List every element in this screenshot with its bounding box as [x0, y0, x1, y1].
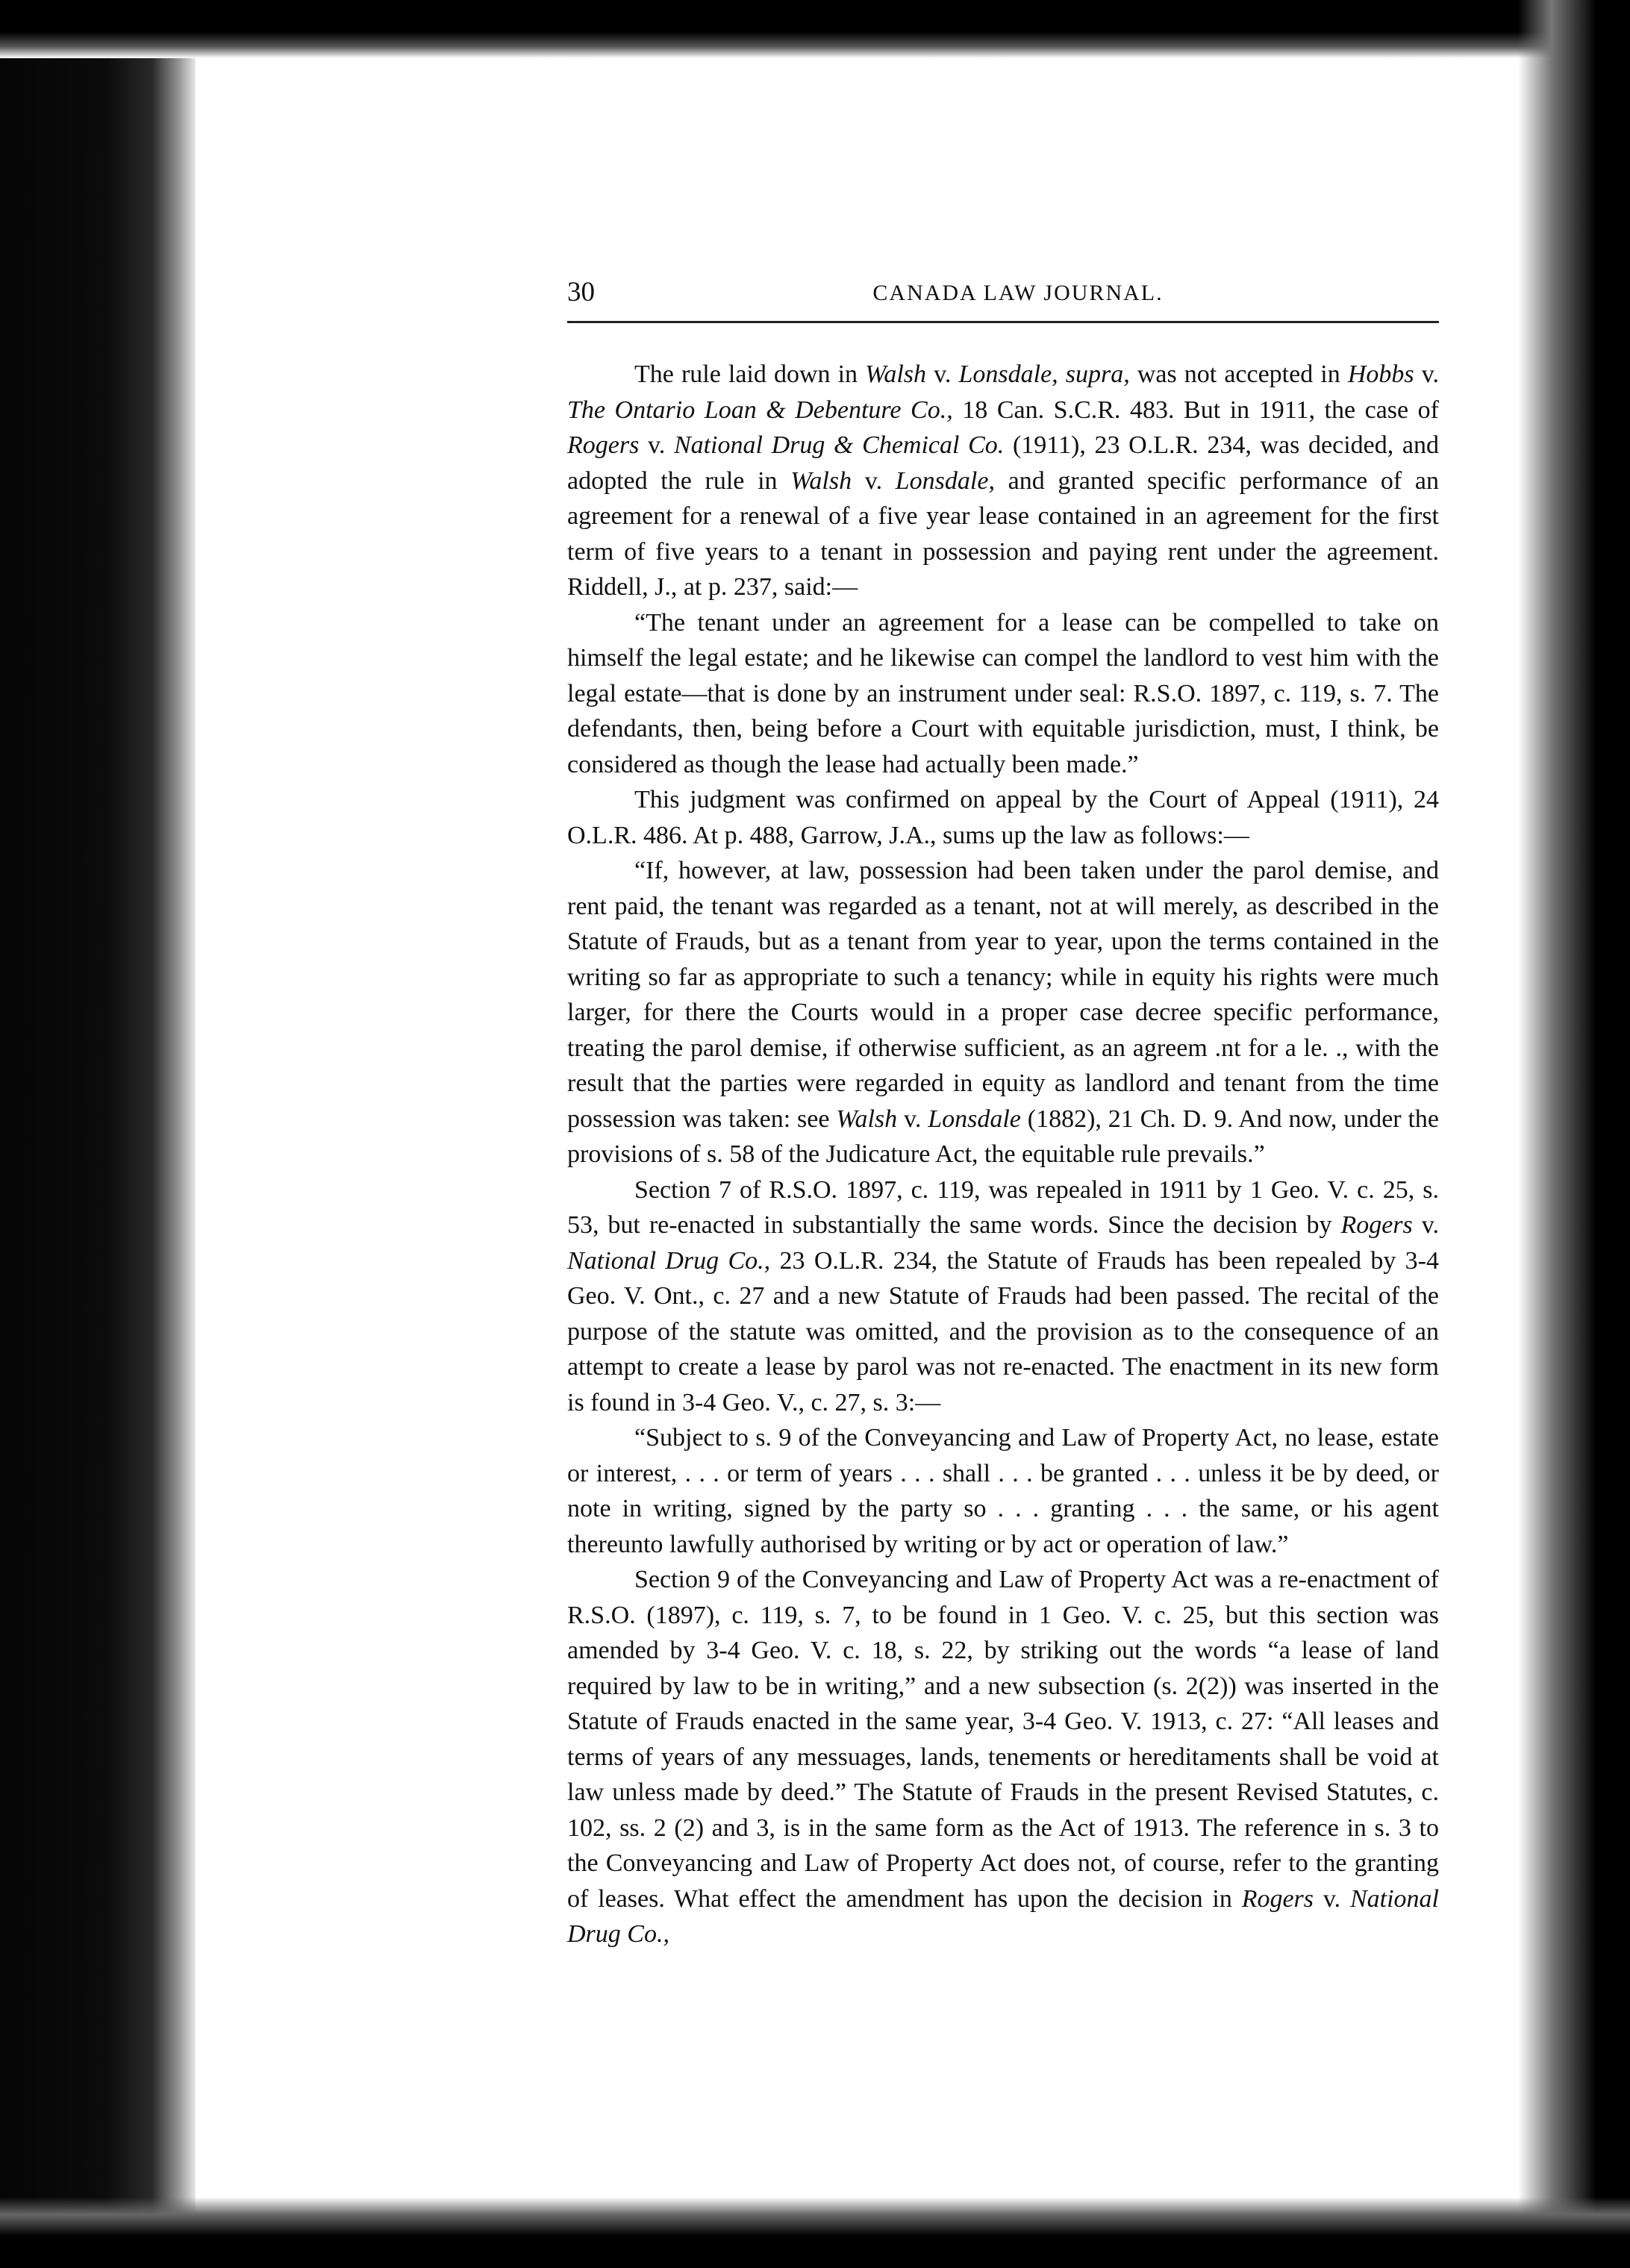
scan-edge-right — [1518, 0, 1630, 2268]
text-run: Section 7 of R.S.O. 1897, c. 119, was repealed in 1911 by 1 Geo. V. c. 25, s. 53, but re-enacted in substantially the same words. Since the decision by — [567, 1175, 1439, 1239]
scan-edge-bottom — [0, 2197, 1630, 2268]
text-run: v. — [1414, 360, 1440, 388]
paragraph — [567, 1172, 1439, 1421]
text-run: “Subject to s. 9 of the Conveyancing and Law of Property Act, no lease, estate or interest, . . . or term of years . . . shall . . . be granted . . . unless it be by deed, or note in writing, signed by the party so . . . granting . . . the same, or his agent thereunto lawfully authorised by writing or by act or operation of law.” — [567, 1424, 1439, 1558]
body-text — [567, 357, 1439, 1952]
case-name: Walsh — [790, 466, 852, 495]
paragraph — [567, 605, 1439, 783]
text-run: v. — [926, 360, 959, 388]
journal-title: CANADA LAW JOURNAL. — [872, 281, 1164, 305]
case-name: Hobbs — [1347, 360, 1414, 388]
case-name: Lonsdale — [928, 1105, 1021, 1133]
case-name: National Drug & Chemical Co. — [673, 431, 1005, 459]
text-run: The rule laid down in — [634, 360, 866, 388]
paragraph — [567, 1420, 1439, 1562]
text-run: v. — [1412, 1211, 1439, 1239]
text-run: (1911), 23 O.L.R. 234, was decided, and adopted the rule in — [567, 431, 1439, 495]
text-run: and granted specific performance of an agreement for a renewal of a five year lease contained in an agreement for the first term of five years to a tenant in possession and paying rent under the agreement. Riddell, J., at p. 237, said:— — [567, 466, 1439, 601]
text-run: v. — [1314, 1884, 1350, 1913]
running-head — [567, 276, 1439, 323]
case-name: Walsh — [865, 360, 927, 388]
text-run: v. — [852, 466, 896, 495]
text-run: 18 Can. S.C.R. 483. But in 1911, the case of — [952, 396, 1439, 424]
text-run: This judgment was confirmed on appeal by the Court of Appeal (1911), 24 O.L.R. 486. At p. 488, Garrow, J.A., sums up the law as follows:— — [567, 786, 1439, 849]
scan-edge-left — [0, 0, 196, 2268]
case-name: National Drug Co., — [567, 1246, 771, 1275]
text-run: v. — [897, 1105, 928, 1133]
text-run: “If, however, at law, possession had been taken under the parol demise, and rent paid, the tenant was regarded as a tenant, not at will merely, as described in the Statute of Frauds, but as a tenant from year to year, upon the terms contained in the writing so far as appropriate to such a tenancy; while in equity his rights were much larger, for there the Courts would in a proper case decree specific performance, treating the parol demise, if otherwise sufficient, as an agreem .nt for a le. ., with the result that the parties were regarded in equity as landlord and tenant from the time possession was taken: see — [567, 857, 1439, 1133]
text-run: (1882), 21 Ch. D. 9. And now, under the provisions of s. 58 of the Judicature Act, the equitable rule prevails.” — [567, 1105, 1440, 1168]
case-name: Rogers — [1241, 1884, 1314, 1913]
scan-edge-top — [0, 0, 1630, 58]
text-run: was not accepted in — [1129, 360, 1348, 388]
page-number: 30 — [567, 277, 595, 307]
text-run: Section 9 of the Conveyancing and Law of Property Act was a re-enactment of R.S.O. (1897), c. 119, s. 7, to be found in 1 Geo. V. c. 25, but this section was amended by 3-4 Geo. V. c. 18, s. 22, by striking out the words “a lease of land required by law to be in writing,” and a new subsection (s. 2(2)) was inserted in the Statute of Frauds enacted in the same year, 3-4 Geo. V. 1913, c. 27: “All leases and terms of years of any messuages, lands, tenements or hereditaments shall be void at law unless made by deed.” The Statute of Frauds in the present Revised Statutes, c. 102, ss. 2 (2) and 3, is in the same form as the Act of 1913. The reference in s. 3 to the Conveyancing and Law of Property Act does not, of course, refer to the granting of leases. What effect the amendment has upon the decision in — [567, 1566, 1439, 1913]
paragraph — [567, 853, 1439, 1172]
text-run: v. — [639, 431, 674, 459]
journal-page — [567, 276, 1439, 1952]
case-name: Walsh — [836, 1105, 898, 1133]
case-name: Rogers — [567, 431, 640, 459]
case-name: Lonsdale, supra, — [958, 360, 1130, 388]
paragraph — [567, 357, 1439, 605]
paragraph — [567, 1562, 1439, 1952]
text-run: “The tenant under an agreement for a lease can be compelled to take on himself the legal estate; and he likewise can compel the landlord to vest him with the legal estate—that is done by an instrument under seal: R.S.O. 1897, c. 119, s. 7. The defendants, then, being before a Court with equitable jurisdiction, must, I think, be considered as though the lease had actually been made.” — [567, 608, 1439, 778]
paragraph — [567, 782, 1439, 853]
text-run: 23 O.L.R. 234, the Statute of Frauds has been repealed by 3-4 Geo. V. Ont., c. 27 and a new Statute of Frauds had been passed. The recital of the purpose of the statute was omitted, and the provision as to the consequence of an attempt to create a lease by parol was not re-enacted. The enactment in its new form is found in 3-4 Geo. V., c. 27, s. 3:— — [567, 1246, 1439, 1416]
case-name: Rogers — [1340, 1211, 1413, 1239]
case-name: The Ontario Loan & Debenture Co., — [567, 396, 953, 424]
case-name: National Drug Co., — [567, 1884, 1440, 1948]
case-name: Lonsdale, — [895, 466, 995, 495]
